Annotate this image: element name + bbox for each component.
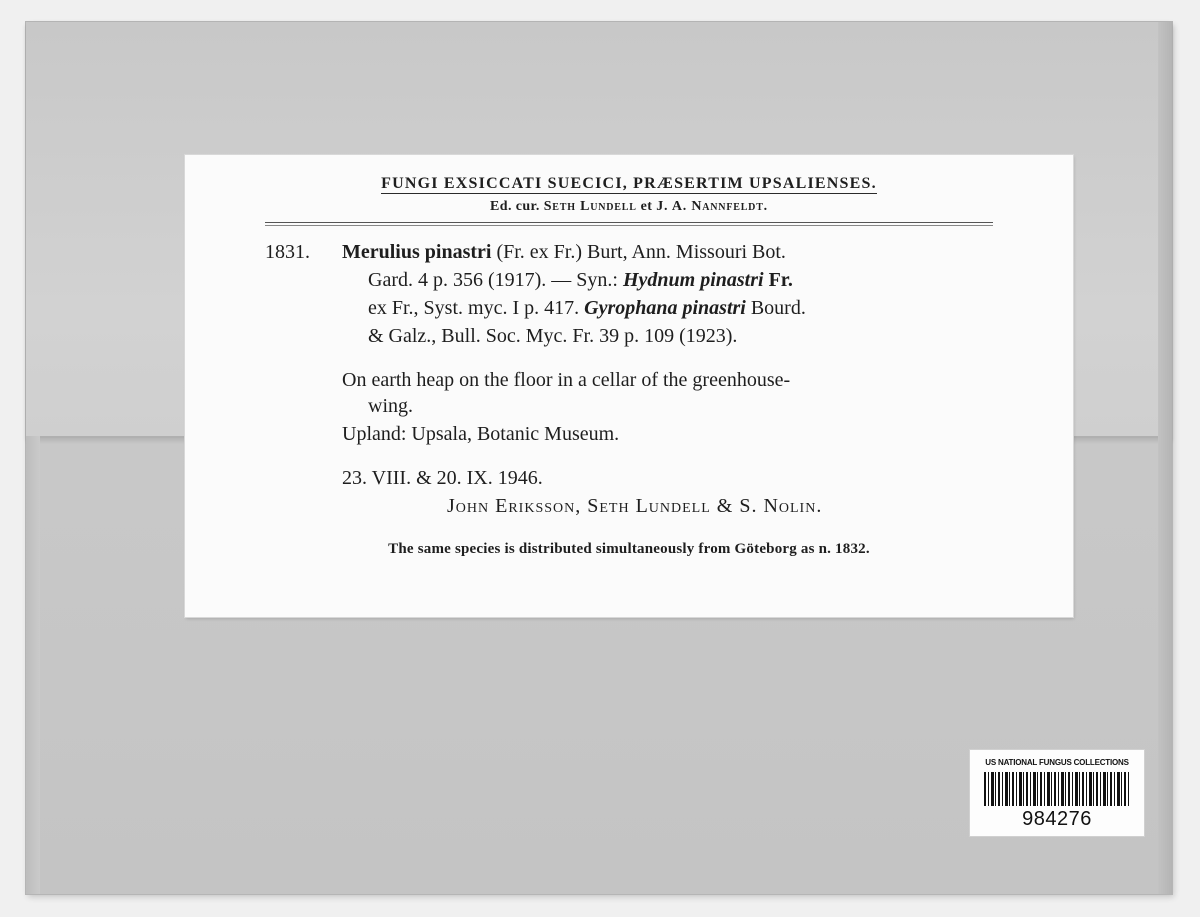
barcode-bars	[984, 772, 1130, 806]
habitat-line-2: wing.	[368, 395, 413, 417]
header-rule-secondary	[265, 225, 993, 226]
synonym-2-name: Gyrophana pinastri	[584, 297, 746, 319]
exsiccata-label	[185, 155, 1073, 617]
synonym-1-tail: Fr.	[768, 269, 793, 291]
synonym-1-name: Hydnum pinastri	[622, 269, 764, 291]
series-title-text: FUNGI EXSICCATI SUECICI, PRÆSERTIM UPSALIENSES.	[381, 175, 877, 192]
header-rule	[265, 222, 993, 223]
citation-line-3	[368, 295, 806, 321]
editor-1: Seth Lundell	[543, 199, 637, 214]
catalog-barcode-label	[970, 750, 1144, 836]
citation-text-3: ex Fr., Syst. myc. I p. 417.	[368, 297, 580, 319]
citation-line-2	[368, 267, 793, 293]
citation-line-1	[342, 239, 786, 265]
locality: Upland: Upsala, Botanic Museum.	[342, 423, 620, 445]
habitat-line-1: On earth heap on the floor in a cellar of the greenhouse-	[342, 369, 791, 391]
series-title	[185, 175, 1073, 194]
distribution-note: The same species is distributed simultaneously from Göteborg as n. 1832.	[388, 541, 870, 557]
collection-dates: 23. VIII. & 20. IX. 1946.	[342, 467, 543, 489]
editors-prefix: Ed. cur.	[490, 199, 540, 214]
packet-left-fold	[26, 436, 40, 894]
packet-right-fold	[1158, 22, 1172, 894]
citation-line-4: & Galz., Bull. Soc. Myc. Fr. 39 p. 109 (1923).	[368, 325, 738, 347]
species-name: Merulius pinastri	[342, 241, 492, 263]
collectors: John Eriksson, Seth Lundell & S. Nolin.	[447, 495, 823, 517]
barcode-number: 984276	[1022, 808, 1092, 830]
citation-text-2: Gard. 4 p. 356 (1917). — Syn.:	[368, 269, 618, 291]
specimen-number: 1831.	[265, 241, 310, 263]
editor-2: J. A. Nannfeldt.	[656, 199, 768, 214]
species-authority: (Fr. ex Fr.) Burt, Ann. Missouri Bot.	[496, 241, 786, 263]
barcode-institution: US NATIONAL FUNGUS COLLECTIONS	[985, 758, 1129, 767]
editors-line	[185, 199, 1073, 215]
synonym-2-tail: Bourd.	[750, 297, 806, 319]
editors-join: et	[640, 199, 653, 214]
